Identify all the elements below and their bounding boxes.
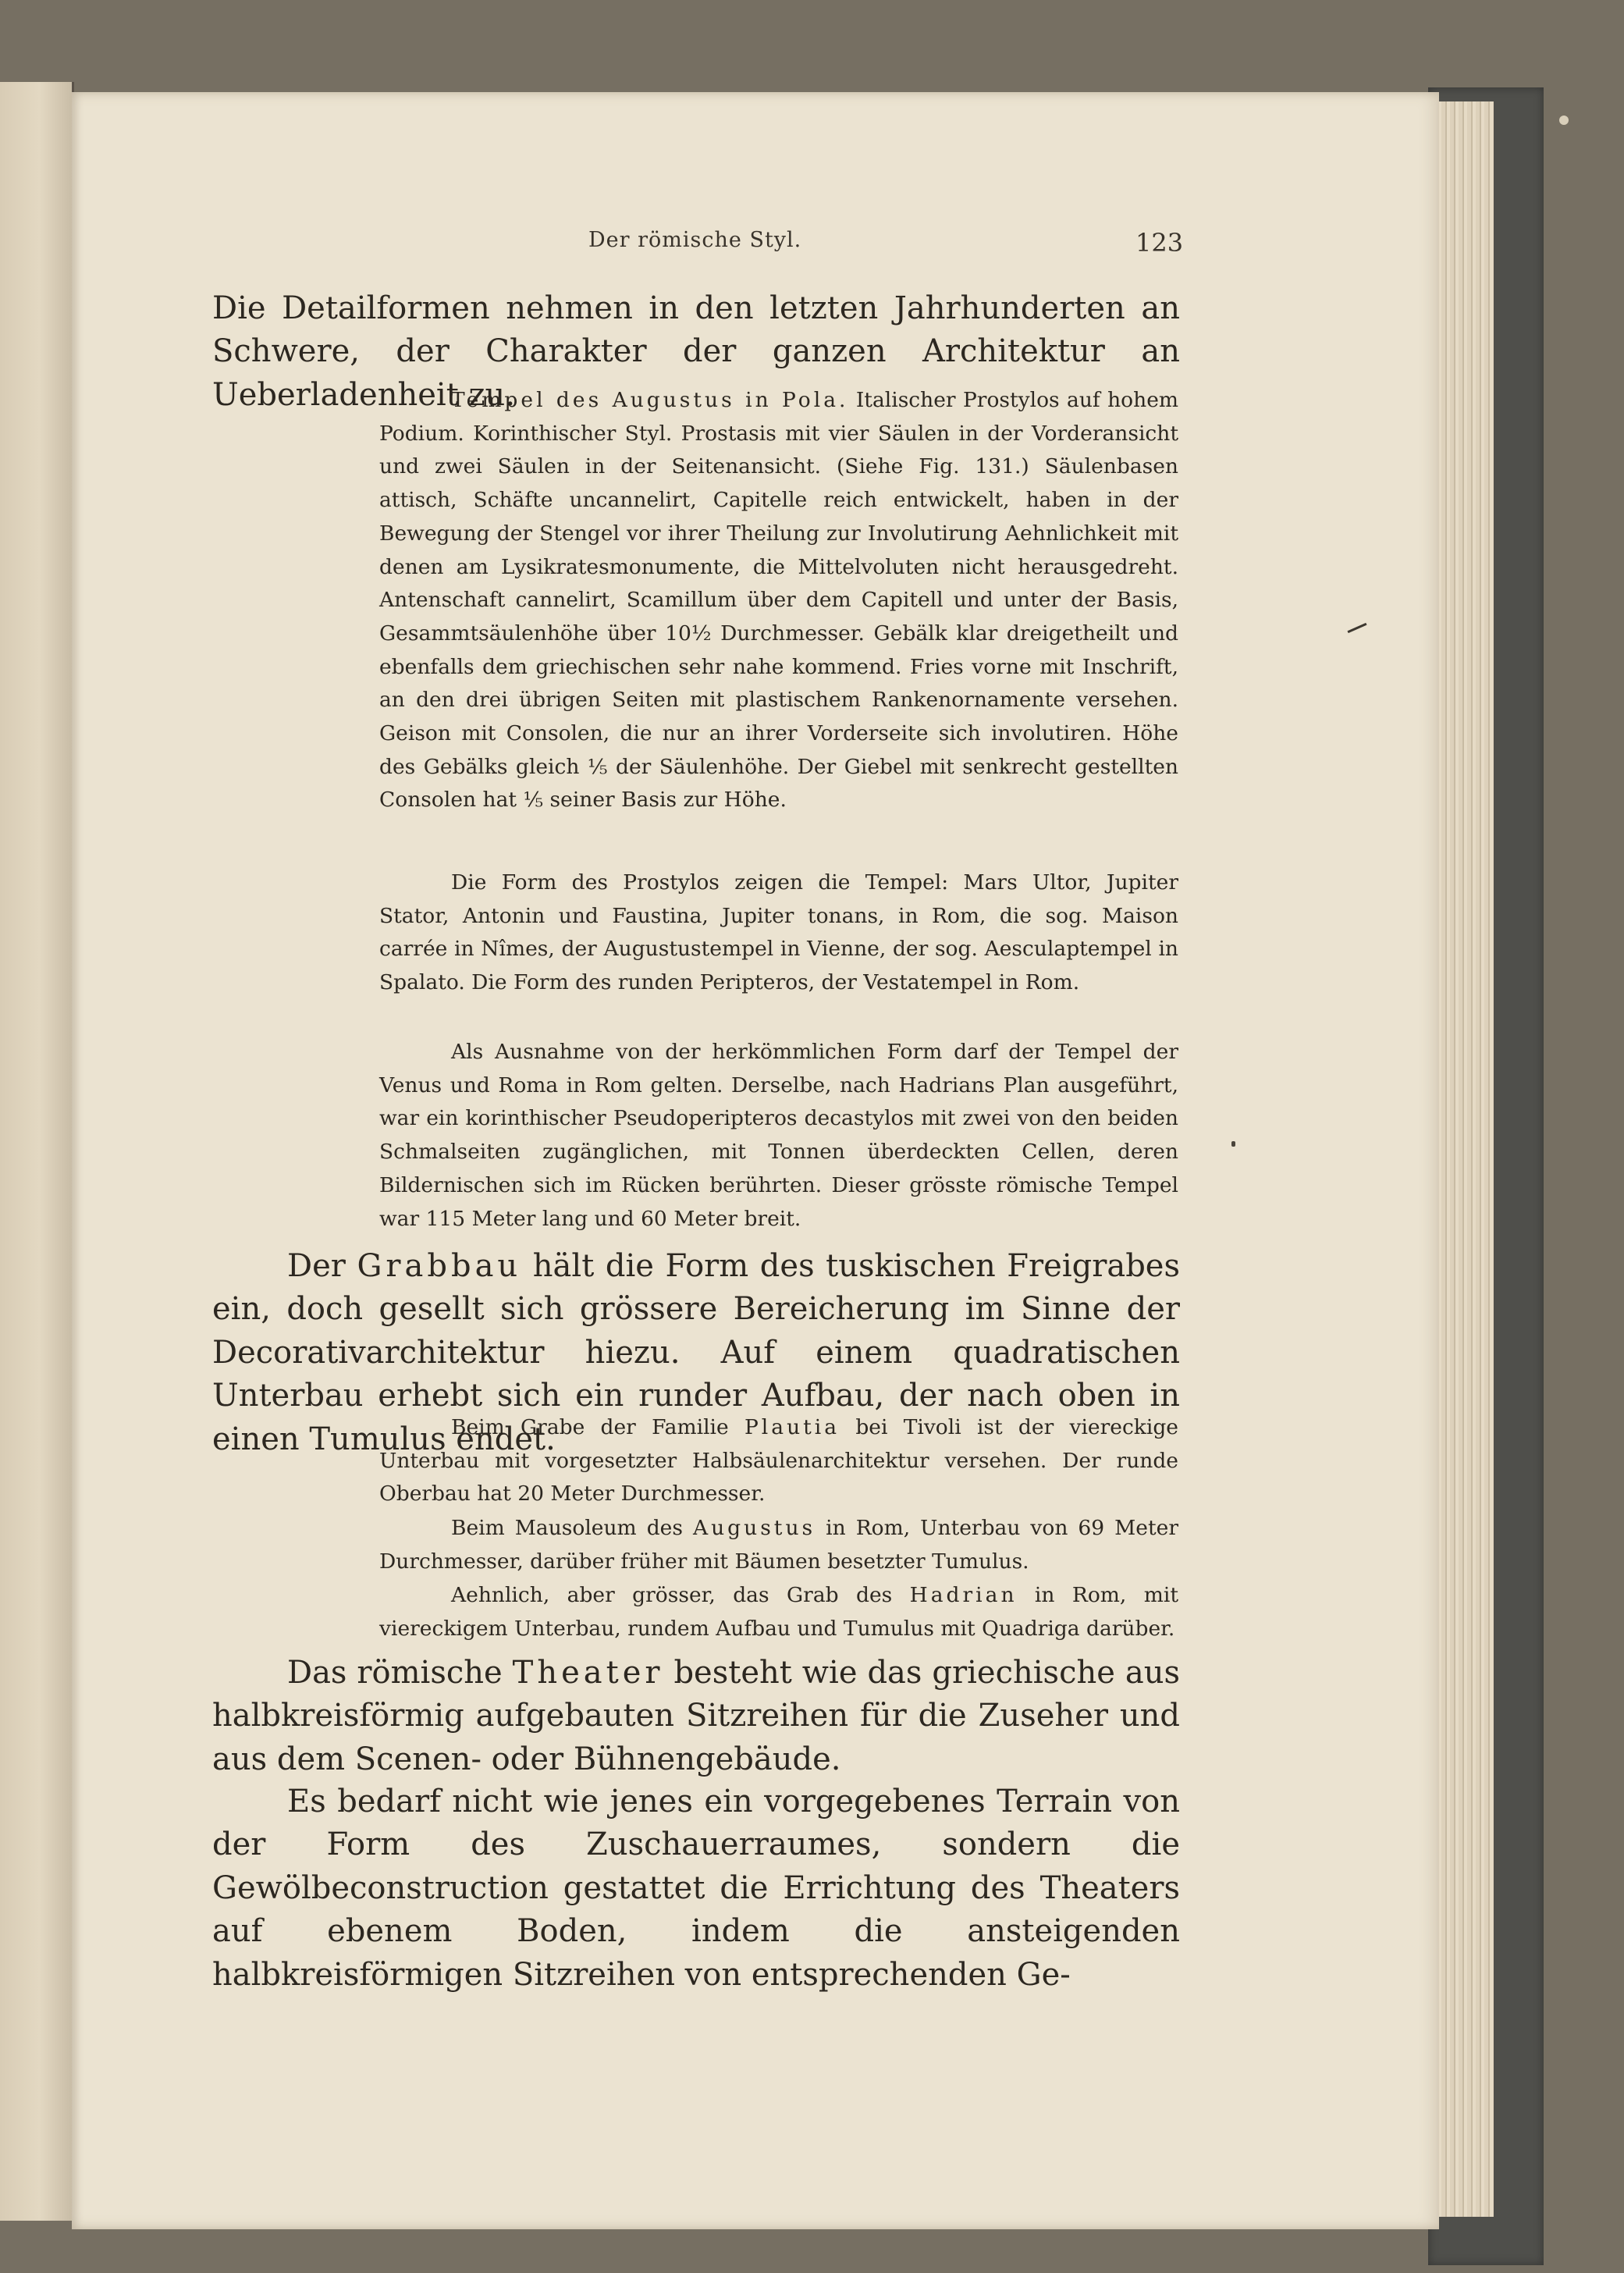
hadrian-paragraph [379, 1579, 1178, 1645]
theater-pre: Das römische [287, 1655, 513, 1691]
tempel-heading: Tempel des Augustus in Pola. [451, 388, 849, 412]
grabbau-pre: Der [287, 1248, 357, 1284]
theater-post: besteht wie das griechische aus halbkreisförmig aufgebauten Sitzreihen für die Zuseher und aus dem Scenen- oder Bühnengebäude. [212, 1655, 1180, 1777]
plautia-pre: Beim Grabe der Familie [451, 1415, 744, 1439]
prostylos-paragraph: Die Form des Prostylos zeigen die Tempel: Mars Ultor, Jupiter Stator, Antonin und Faustina, Jupiter tonans, in Rom, die sog. Maison carrée in Nîmes, der Augustustempel in Vienne, der sog. Aesculaptempel in Spalato. Die Form des runden Peripteros, der Vestatempel in Rom. [379, 870, 1178, 995]
page-stack-edge [1433, 101, 1494, 2217]
ink-speck [1231, 1141, 1235, 1147]
grabbau-text: hält die Form des tuskischen Freigrabes ein, doch gesellt sich grössere Bereicherung im Sinne der Decorativarchitektur hiezu. Auf einem quadratischen Unterbau erhebt sich ein runder Aufbau, der nach oben in einen Tumulus endet. [212, 1248, 1181, 1457]
page-number: 123 [1135, 228, 1184, 258]
venus-paragraph: Als Ausnahme von der herkömmlichen Form darf der Tempel der Venus und Roma in Rom gelten. Derselbe, nach Hadrians Plan ausgeführt, war ein korinthischer Pseudoperipteros decastylos mit zwei von den beiden Schmalseiten zugänglichen, mit Tonnen überdeckten Cellen, deren Bildernischen sich im Rücken berührten. Dieser grösste römische Tempel war 115 Meter lang und 60 Meter breit. [379, 1040, 1178, 1231]
facing-page-edge [0, 82, 74, 2221]
running-head: Der römische Styl. [588, 228, 802, 252]
plautia-term: Plautia [744, 1415, 840, 1439]
theater-term: Theater [512, 1655, 664, 1691]
cover-spot [1559, 116, 1569, 125]
closing-paragraph: Es bedarf nicht wie jenes ein vorgegebenes Terrain von der Form des Zuschauerraumes, sondern die Gewölbeconstruction gestattet die Errichtung des Theaters auf ebenem Boden, indem die ansteigenden halbkreisförmigen Sitzreihen von entsprechenden Ge- [212, 1784, 1180, 1993]
theater-paragraph [212, 1652, 1180, 1781]
plautia-post: bei Tivoli ist der viereckige Unterbau mit vorgesetzter Halbsäulenarchitektur versehen. Der runde Oberbau hat 20 Meter Durchmesser. [379, 1415, 1178, 1506]
plautia-paragraph [379, 1411, 1178, 1511]
tempel-text: Italischer Prostylos auf hohem Podium. Korinthischer Styl. Prostasis mit vier Säulen in der Vorderansicht und zwei Säulen in der Seitenansicht. (Siehe Fig. 131.) Säulenbasen attisch, Schäfte uncannelirt, Capitelle reich entwickelt, haben in der Bewegung der Stengel vor ihrer Theilung zur Involutirung Aehnlichkeit mit denen am Lysikratesmonumente, die Mittelvoluten nicht herausgedreht. Antenschaft cannelirt, Scamillum über dem Capitell und unter der Basis, Gesammtsäulenhöhe über 10½ Durchmesser. Gebälk klar dreigetheilt und ebenfalls dem griechischen sehr nahe kommend. Fries vorne mit Inschrift, an den drei übrigen Seiten mit plastischem Rankenornamente versehen. Geison mit Consolen, die nur an ihrer Vorderseite sich involutiren. Höhe des Gebälks gleich ⅕ der Säulenhöhe. Der Giebel mit senkrecht gestellten Consolen hat ⅕ seiner Basis zur Höhe. [379, 388, 1178, 813]
augustus-term: Augustus [692, 1516, 816, 1540]
hadrian-term: Hadrian [909, 1583, 1018, 1607]
hadrian-post: in Rom, mit viereckigem Unterbau, rundem Aufbau und Tumulus mit Quadriga darüber. [379, 1583, 1178, 1641]
augustus-pre: Beim Mausoleum des [451, 1516, 693, 1540]
hadrian-pre: Aehnlich, aber grösser, das Grab des [451, 1583, 910, 1607]
augustus-paragraph [379, 1512, 1178, 1578]
tempel-paragraph [379, 384, 1178, 817]
grabbau-term: Grabbau [357, 1248, 522, 1284]
augustus-post: in Rom, Unterbau von 69 Meter Durchmesser, darüber früher mit Bäumen besetzter Tumulus. [379, 1516, 1178, 1574]
intro-paragraph: Die Detailformen nehmen in den letzten Jahrhunderten an Schwere, der Charakter der ganzen Architektur an Ueberladenheit zu. [212, 290, 1180, 413]
